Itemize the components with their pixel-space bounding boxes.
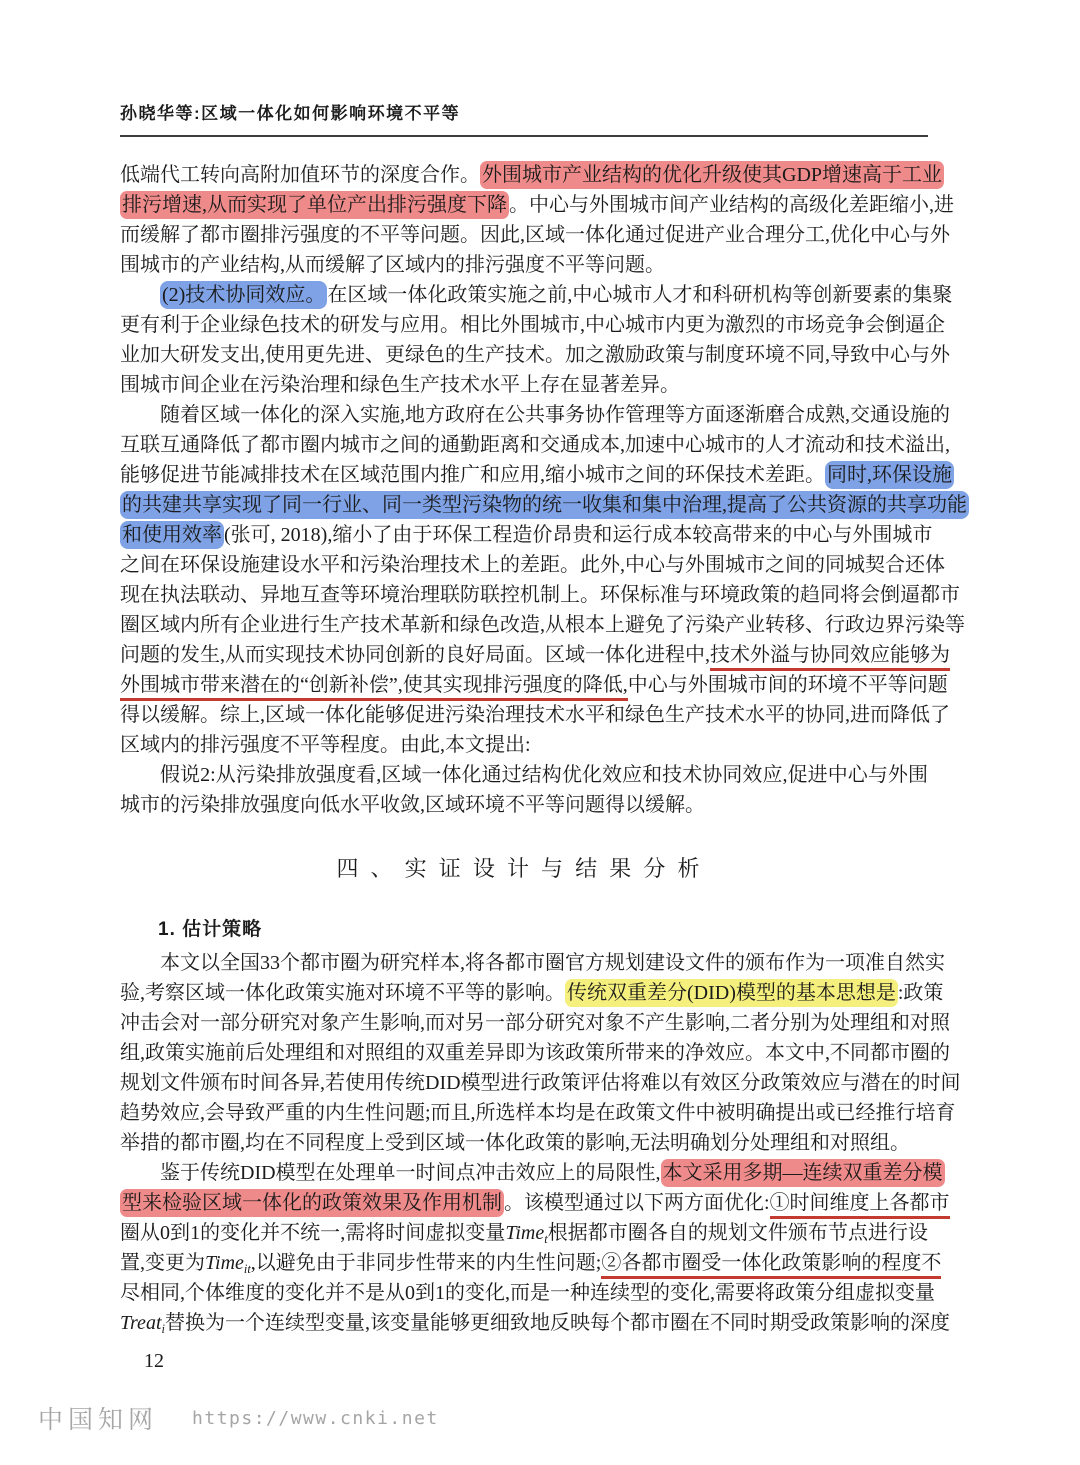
text-segment: 替换为一个连续型变量,该变量能够更细致地反映每个都市圈在不同时期受政策影响的深度 [164,1312,950,1334]
cnki-watermark [38,1400,439,1436]
text-segment: 趋势效应,会导致严重的内生性问题;而且,所选样本均是在政策文件中被明确提出或已经推行培育 [120,1102,956,1124]
page-number: 12 [144,1350,164,1372]
text-segment: 举措的都市圈,均在不同程度上受到区域一体化政策的影响,无法明确划分处理组和对照组。 [120,1132,910,1154]
text-line [120,1188,950,1218]
text-segment: 验,考察区域一体化政策实施对环境不平等的影响。 [120,982,565,1004]
section-heading: 四、实证设计与结果分析 [336,856,712,881]
text-line [120,1098,956,1128]
pink-highlight-segment: 型来检验区域一体化的政策效果及作用机制 [120,1189,504,1217]
text-line [120,700,950,730]
red-underline-segment: ①时间维度上各都市 [770,1192,950,1219]
text-line [120,1068,961,1098]
text-line [120,790,928,820]
text-segment: 问题的发生,从而实现技术协同创新的良好局面。区域一体化进程中, [120,644,710,666]
text-segment: 假说2:从污染排放强度看,区域一体化通过结构优化效应和技术协同效应,促进中心与外围 [160,764,928,786]
subsection-heading: 1. 估计策略 [158,919,263,940]
text-segment: 圈区域内所有企业进行生产技术革新和绿色改造,从根本上避免了污染产业转移、行政边界污染等 [120,614,965,636]
yellow-highlight-segment: 传统双重差分(DID)模型的基本思想是 [565,979,898,1007]
text-line [120,430,950,460]
text-segment: 置,变更为 [120,1252,205,1274]
red-underline-segment: ②各都市圈受一体化政策影响的程度不 [601,1252,941,1279]
text-line [120,1128,928,1158]
text-line [120,280,953,310]
text-line [120,610,965,640]
text-segment: 在区域一体化政策实施之前,中心城市人才和科研机构等创新要素的集聚 [327,284,953,306]
text-segment: 冲击会对一部分研究对象产生影响,而对另一部分研究对象不产生影响,二者分别为处理组和对照 [120,1012,950,1034]
cnki-url-watermark: https://www.cnki.net [192,1407,439,1429]
red-underline-segment: 外围城市带来潜在的“创新补偿”,使其实现排污强度的降低, [120,674,628,701]
text-segment: 本文以全国33个都市圈为研究样本,将各都市圈官方规划建设文件的颁布作为一项准自然实 [160,952,945,974]
math-variable: Time [505,1222,545,1244]
text-line [120,1158,943,1188]
text-line [120,340,950,370]
text-line [120,190,954,220]
text-line [120,490,967,520]
running-head: 孙晓华等:区域一体化如何影响环境不平等 [120,104,461,123]
blue-highlight-segment: 的共建共享实现了同一行业、同一类型污染物的统一收集和集中治理,提高了公共资源的共享功能 [120,491,969,519]
text-segment: 。中心与外围城市间产业结构的高级化差距缩小,进 [509,194,954,216]
text-segment: 鉴于传统DID模型在处理单一时间点冲击效应上的局限性, [160,1162,661,1184]
pink-highlight-segment: 排污增速,从而实现了单位产出排污强度下降 [120,191,509,219]
text-segment: 尽相同,个体维度的变化并不是从0到1的变化,而是一种连续型的变化,需要将政策分组虚拟变量 [120,1282,935,1304]
text-line [120,1218,928,1248]
text-line [120,160,943,190]
text-line [120,1248,942,1278]
text-segment: 之间在环保设施建设水平和污染治理技术上的差距。此外,中心与外围城市之间的同城契合还体 [120,554,945,576]
math-subscript: t [544,1232,548,1246]
text-segment: 低端代工转向高附加值环节的深度合作。 [120,164,480,186]
math-variable: Treat [120,1312,162,1334]
blue-highlight-segment: 和使用效率 [120,521,224,549]
text-line [120,1308,950,1338]
text-segment: 更有利于企业绿色技术的研发与应用。相比外围城市,中心城市内更为激烈的市场竞争会倒逼企 [120,314,945,336]
text-segment: 组,政策实施前后处理组和对照组的双重差异即为该政策所带来的净效应。本文中,不同都市圈的 [120,1042,950,1064]
text-segment: 围城市的产业结构,从而缓解了区域内的排污强度不平等问题。 [120,254,665,276]
text-line [120,978,944,1008]
text-line [120,400,950,430]
body-text-block-2 [120,948,961,1338]
red-underline-segment: 技术外溢与协同效应能够为 [710,644,950,671]
text-segment: 随着区域一体化的深入实施,地方政府在公共事务协作管理等方面逐渐磨合成熟,交通设施的 [160,404,950,426]
blue-highlight-segment: 同时,环保设施 [825,461,954,489]
cnki-brand-watermark: 中国知网 [38,1407,159,1434]
math-subscript: it [243,1262,251,1276]
text-segment: 现在执法联动、异地互查等环境治理联防联控机制上。环保标准与环境政策的趋同将会倒逼都市 [120,584,960,606]
text-segment: 能够促进节能减排技术在区域范围内推广和应用,缩小城市之间的环保技术差距。 [120,464,825,486]
pink-highlight-segment: 外围城市产业结构的优化升级使其GDP增速高于工业 [480,161,944,189]
text-line [120,250,928,280]
text-segment: 业加大研发支出,使用更先进、更绿色的生产技术。加之激励政策与制度环境不同,导致中心与外 [120,344,950,366]
math-subscript: i [161,1322,165,1336]
math-variable: Time [205,1252,244,1274]
text-segment: 区域内的排污强度不平等程度。由此,本文提出: [120,734,531,756]
text-segment: 得以缓解。综上,区域一体化能够促进污染治理技术水平和绿色生产技术水平的协同,进而降低了 [120,704,950,726]
pink-highlight-segment: 本文采用多期—连续双重差分模 [661,1159,945,1187]
text-segment: (张可, 2018),缩小了由于环保工程造价昂贵和运行成本较高带来的中心与外围城市 [224,524,933,546]
text-line [120,580,960,610]
text-line [120,220,950,250]
text-segment: 规划文件颁布时间各异,若使用传统DID模型进行政策评估将难以有效区分政策效应与潜在的时间 [120,1072,961,1094]
text-segment: 中心与外围城市间的环境不平等问题 [627,674,948,696]
text-line [120,1278,935,1308]
text-line [120,670,948,700]
text-line [120,310,945,340]
text-line [120,760,928,790]
header-rule [120,135,928,137]
text-line [120,730,928,760]
text-segment: 而缓解了都市圈排污强度的不平等问题。因此,区域一体化通过促进产业合理分工,优化中心与外 [120,224,950,246]
text-segment: 。该模型通过以下两方面优化: [504,1192,770,1214]
text-line [120,520,933,550]
text-line [120,640,950,670]
text-line [120,1008,950,1038]
text-segment: 互联互通降低了都市圈内城市之间的通勤距离和交通成本,加速中心城市的人才流动和技术溢出, [120,434,950,456]
text-segment: 根据都市圈各自的规划文件颁布节点进行设 [547,1222,929,1244]
text-line [120,460,952,490]
text-segment: 城市的污染排放强度向低水平收敛,区域环境不平等问题得以缓解。 [120,794,705,816]
text-line [120,550,945,580]
body-text-block-1 [120,160,967,820]
blue-highlight-segment: (2)技术协同效应。 [160,281,327,309]
text-segment: :政策 [897,982,944,1004]
text-line [120,948,945,978]
text-segment: 围城市间企业在污染治理和绿色生产技术水平上存在显著差异。 [120,374,680,396]
text-segment: ,以避免由于非同步性带来的内生性问题; [250,1252,602,1274]
text-line [120,1038,950,1068]
text-segment: 圈从0到1的变化并不统一,需将时间虚拟变量 [120,1222,506,1244]
text-line [120,370,928,400]
